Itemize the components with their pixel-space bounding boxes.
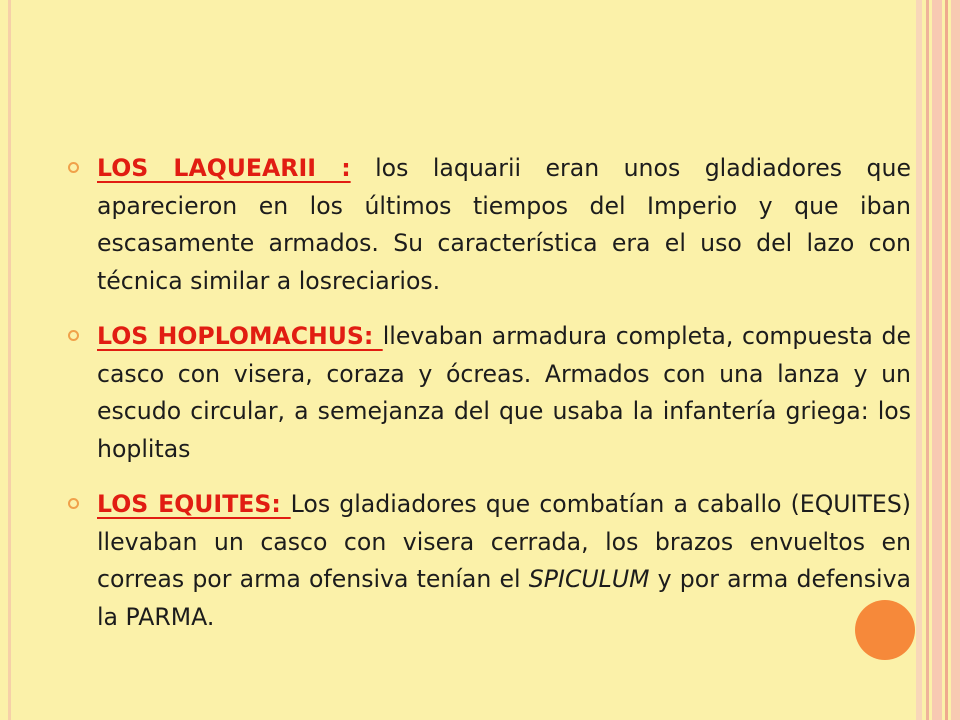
bullet-circle-icon: [68, 162, 79, 173]
stripe: [945, 0, 948, 720]
bullet-list: [68, 150, 911, 654]
description-equites-part2: y por arma defensiva la PARMA.: [97, 565, 912, 631]
stripe: [951, 0, 960, 720]
bullet-circle-icon: [68, 498, 79, 509]
description-hoplomachus: llevaban armadura completa, compuesta de casco con visera, coraza y ócreas. Armados con una lanza y un escudo circular, a semejanza del que usaba la infantería griega: los hoplitas: [97, 322, 911, 463]
term-laquearii: LOS LAQUEARII :: [97, 154, 351, 182]
right-decorative-stripes: [916, 0, 960, 720]
stripe: [916, 0, 922, 720]
left-border-line: [8, 0, 11, 720]
stripe: [932, 0, 942, 720]
stripe: [926, 0, 929, 720]
term-hoplomachus: LOS HOPLOMACHUS:: [97, 322, 383, 350]
bullet-laquearii: [68, 150, 911, 300]
description-laquearii: los laquarii eran unos gladiadores que aparecieron en los últimos tiempos del Imperio y que iban escasamente armados. Su característica era el uso del lazo con técnica similar a losreciarios.: [97, 154, 911, 295]
term-equites: LOS EQUITES:: [97, 490, 291, 518]
description-equites-part1: Los gladiadores que combatían a caballo (EQUITES) llevaban un casco con visera cerrada, los brazos envueltos en correas por arma ofensiva tenían el: [97, 490, 912, 593]
bullet-circle-icon: [68, 330, 79, 341]
description-equites-spiculum: SPICULUM: [528, 565, 650, 593]
bullet-equites: [68, 486, 911, 636]
bullet-hoplomachus: [68, 318, 911, 468]
